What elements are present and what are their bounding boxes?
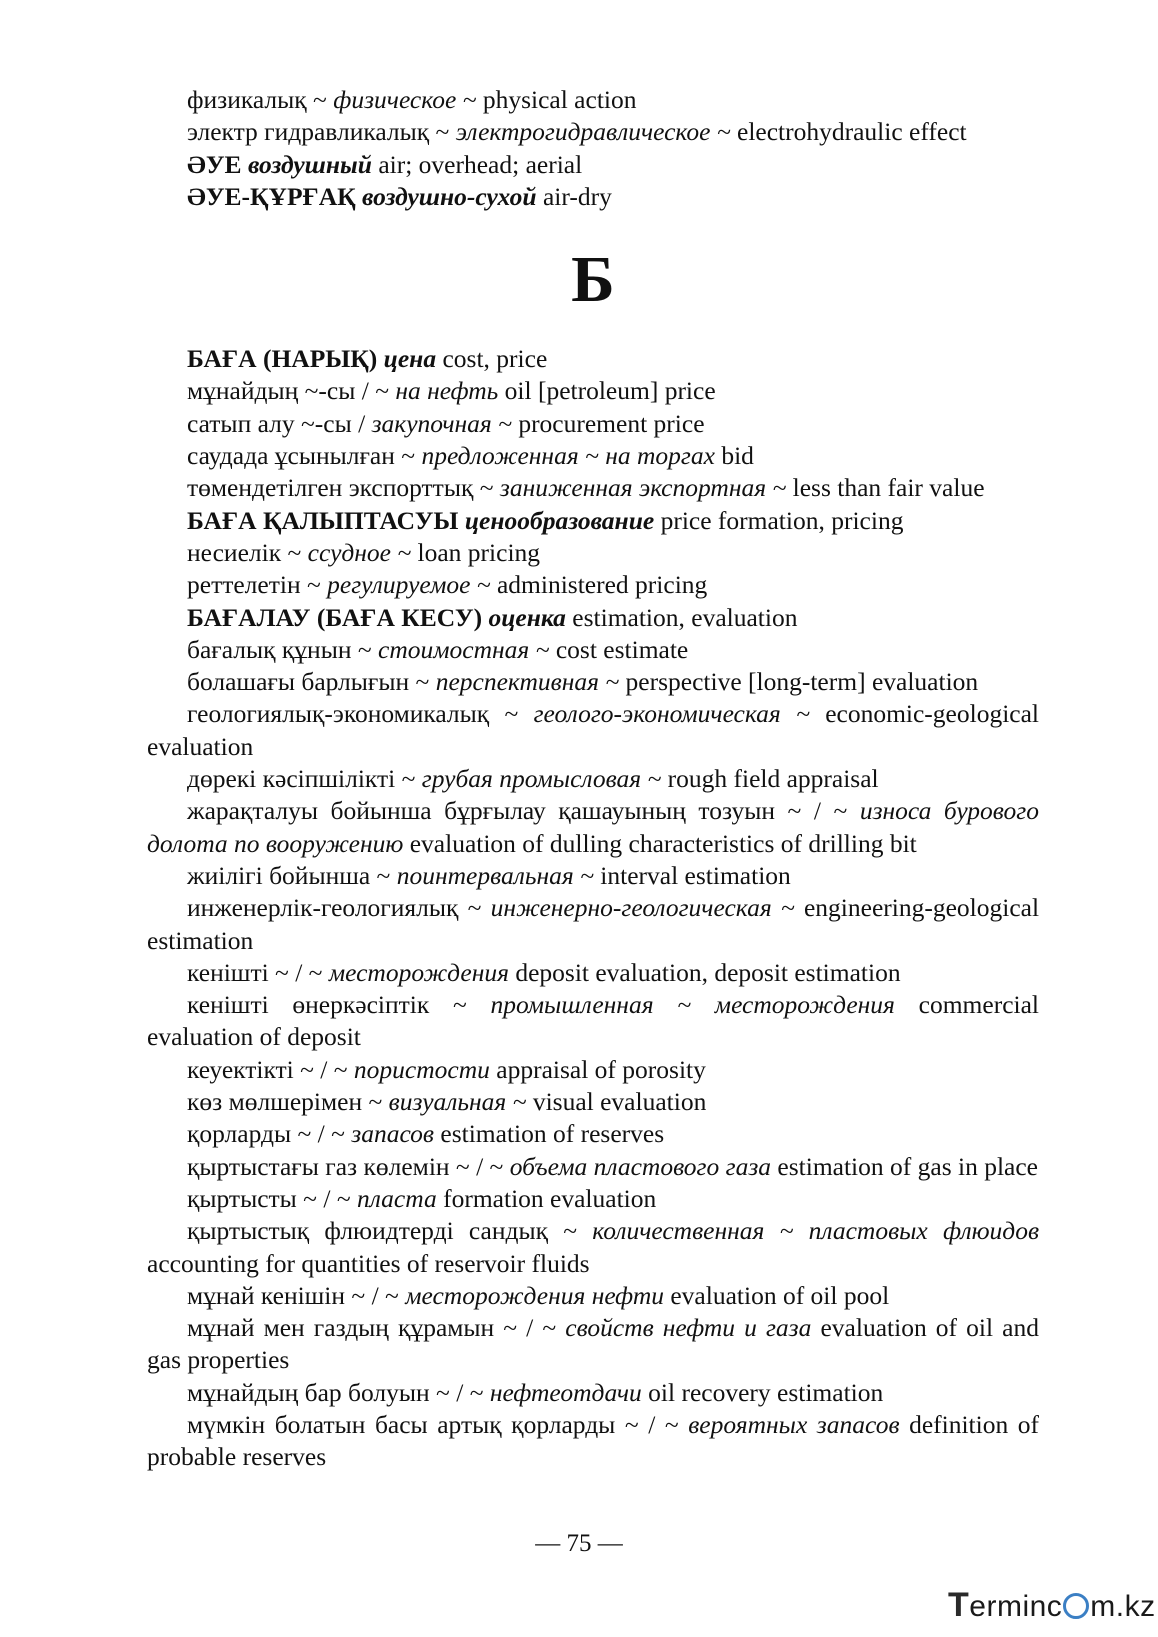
en-term: oil [petroleum] price <box>504 376 716 406</box>
ru-term: инженерно-геологическая ~ <box>490 893 795 923</box>
kz-term: дөрекі кәсіпшілікті ~ <box>187 764 416 794</box>
ru-term: пласта <box>356 1183 437 1213</box>
en-term: definition of probable reserves <box>147 1409 1040 1472</box>
entry-sub <box>147 440 1039 472</box>
en-term: engineering-geological estimation <box>147 893 1040 955</box>
en-term: visual evaluation <box>532 1087 707 1117</box>
entry-sub <box>147 989 1039 1054</box>
entry-sub <box>147 1183 1039 1215</box>
ru-term: ссудное ~ <box>307 537 412 567</box>
ru-term: регулируемое ~ <box>327 570 491 600</box>
en-term: less than fair value <box>792 473 985 503</box>
entry-sub <box>147 1409 1039 1474</box>
en-term: estimation of gas in place <box>777 1151 1038 1181</box>
en-term: physical action <box>482 85 637 114</box>
entry-sub <box>147 634 1039 666</box>
entry-sub <box>147 860 1039 892</box>
en-term: evaluation of oil pool <box>670 1280 890 1310</box>
en-term: air-dry <box>542 181 612 211</box>
dictionary-text <box>147 84 1039 1474</box>
ru-term: месторождения <box>328 957 509 987</box>
en-term: cost estimate <box>555 634 689 664</box>
en-term: interval estimation <box>600 860 791 890</box>
ru-term: месторождения нефти <box>405 1280 664 1310</box>
kz-term: несиелік ~ <box>187 537 302 567</box>
entry-sub <box>147 666 1039 698</box>
entry-sub <box>147 1054 1039 1086</box>
kz-term: қыртысты ~ / ~ <box>187 1183 351 1213</box>
en-term: evaluation of oil and gas properties <box>147 1313 1039 1375</box>
en-term: bid <box>721 441 754 471</box>
en-term: procurement price <box>518 408 705 438</box>
ru-term: закупочная ~ <box>371 408 512 438</box>
kz-term: төмендетілген экспорттық ~ <box>187 473 494 503</box>
kz-term: болашағы барлығын ~ <box>187 667 430 697</box>
entry-sub <box>147 957 1039 989</box>
ru-term: геолого-экономическая ~ <box>533 699 810 729</box>
kz-term: мұнай кенішін ~ / ~ <box>187 1280 399 1310</box>
section-letter-heading: Б <box>571 243 615 317</box>
ru-term: нефтеотдачи <box>489 1377 642 1407</box>
ru-term: визуальная ~ <box>388 1087 527 1117</box>
logo-letter-t: T <box>948 1586 970 1624</box>
kz-term: мұнай мен газдың құрамын ~ / ~ <box>187 1313 557 1343</box>
ru-term: свойств нефти и газа <box>565 1313 812 1343</box>
en-term: deposit evaluation, deposit estimation <box>515 957 901 987</box>
kz-term: сатып алу ~-сы / <box>187 408 366 438</box>
kz-term: кеніштi ~ / ~ <box>187 957 323 987</box>
en-term: estimation, evaluation <box>572 602 798 632</box>
kz-term: мұнайдың бар болуын ~ / ~ <box>187 1377 484 1407</box>
ru-term: поинтервальная ~ <box>396 860 594 890</box>
ru-term: заниженная экспортная ~ <box>499 473 787 503</box>
entry-sub <box>147 1151 1039 1183</box>
entry-sub <box>147 698 1039 763</box>
kz-term: мүмкін болатын басы артық қорларды ~ / ~ <box>187 1409 679 1439</box>
entry-head <box>147 343 1039 375</box>
ru-headword: оценка <box>488 602 566 632</box>
entry-sub <box>147 472 1039 504</box>
entry-sub <box>147 1312 1039 1377</box>
kz-term: қыртыстағы газ көлемін ~ / ~ <box>187 1151 504 1181</box>
ru-term: перспективная ~ <box>435 667 620 697</box>
ru-headword: воздушный <box>247 149 372 179</box>
en-term: appraisal of porosity <box>496 1054 706 1084</box>
en-term: administered pricing <box>496 570 708 600</box>
en-term: loan pricing <box>417 537 541 567</box>
kz-term: жиілігі бойынша ~ <box>187 860 391 890</box>
ru-term: износа бурового долота по вооружению <box>147 796 1039 858</box>
en-term: electrohydraulic effect <box>737 117 967 147</box>
kz-term: көз мөлшерімен ~ <box>187 1087 383 1117</box>
en-term: estimation of reserves <box>440 1119 665 1149</box>
ru-term: на нефть <box>395 376 499 406</box>
ru-term: грубая промысловая ~ <box>421 764 662 794</box>
entry-head <box>147 181 1039 213</box>
en-term: commercial evaluation of deposit <box>147 990 1040 1052</box>
page-number: — 75 — <box>535 1530 623 1557</box>
ru-headword: цена <box>383 344 437 374</box>
entry-sub <box>147 892 1039 957</box>
en-term: air; overhead; aerial <box>378 149 583 179</box>
en-term: price formation, pricing <box>660 505 904 535</box>
en-term: oil recovery estimation <box>648 1377 884 1407</box>
ru-term: электрогидравлическое ~ <box>455 117 731 147</box>
kz-term: инженерлік-геологиялық ~ <box>187 893 482 923</box>
logo-text-c: c <box>1046 1590 1063 1623</box>
watermark-logo <box>948 1586 1158 1630</box>
kz-term: жарақталуы бойынша бұрғылау қашауының тозуын ~ / ~ <box>187 796 848 826</box>
en-term: rough field appraisal <box>667 764 879 794</box>
en-term: accounting for quantities of reservoir fluids <box>147 1248 590 1278</box>
kz-headword: БАҒА ҚАЛЫПТАСУЫ <box>187 505 459 535</box>
en-term: cost, price <box>442 344 548 374</box>
en-term: evaluation of dulling characteristics of drilling bit <box>409 828 917 858</box>
kz-term: реттелетін ~ <box>187 570 321 600</box>
ru-term: физическое ~ <box>333 85 477 114</box>
ru-headword: воздушно-сухой <box>362 181 537 211</box>
logo-ring-icon <box>1063 1593 1089 1619</box>
kz-term: электр гидравликалық ~ <box>187 117 450 147</box>
entry-sub <box>147 1280 1039 1312</box>
kz-headword: ӘУЕ <box>187 149 242 179</box>
kz-term: бағалық құнын ~ <box>187 634 372 664</box>
kz-headword: БАҒА (НАРЫҚ) <box>187 344 378 374</box>
en-term: economic-geological evaluation <box>147 699 1040 761</box>
ru-term: пористости <box>353 1054 490 1084</box>
entry-sub <box>147 763 1039 795</box>
kz-term: мұнайдың ~-сы / ~ <box>187 376 389 406</box>
en-term: formation evaluation <box>443 1183 657 1213</box>
ru-term: количественная ~ пластовых флюидов <box>592 1216 1040 1246</box>
entry-sub <box>147 1118 1039 1150</box>
kz-term: саудада ұсынылған ~ <box>187 441 416 471</box>
ru-term: предложенная ~ на торгах <box>421 441 715 471</box>
entry-head <box>147 505 1039 537</box>
ru-term: промышленная ~ месторождения <box>490 990 895 1020</box>
logo-text-ermin: ermin <box>969 1590 1047 1623</box>
entry-sub <box>147 1086 1039 1118</box>
ru-headword: ценообразование <box>464 505 655 535</box>
entry-sub <box>147 1377 1039 1409</box>
kz-headword: БАҒАЛАУ (БАҒА КЕСУ) <box>187 602 483 632</box>
kz-term: кеуектікті ~ / ~ <box>187 1054 348 1084</box>
en-term: perspective [long-term] evaluation <box>625 667 979 697</box>
kz-term: қорларды ~ / ~ <box>187 1119 345 1149</box>
entry-head <box>147 149 1039 181</box>
ru-term: запасов <box>351 1119 434 1149</box>
kz-term: кеніштi өнеркәсіптік ~ <box>187 990 467 1020</box>
entry-sub <box>147 408 1039 440</box>
entry-sub <box>147 569 1039 601</box>
kz-term: геологиялық-экономикалық ~ <box>187 699 519 729</box>
kz-term: қыртыстық флюидтерді сандық ~ <box>187 1216 578 1246</box>
ru-term: стоимостная ~ <box>378 634 550 664</box>
entry-sub <box>147 84 1039 116</box>
entry-sub <box>147 375 1039 407</box>
logo-text-m: m.kz <box>1090 1590 1156 1623</box>
entry-sub <box>147 537 1039 569</box>
entry-sub <box>147 795 1039 860</box>
entry-sub <box>147 1215 1039 1280</box>
kz-headword: ӘУЕ-ҚҰРҒАҚ <box>187 181 356 211</box>
kz-term: физикалық ~ <box>187 85 327 114</box>
entry-head <box>147 602 1039 634</box>
ru-term: вероятных запасов <box>688 1409 900 1439</box>
entry-sub <box>147 116 1039 148</box>
ru-term: объема пластового газа <box>509 1151 772 1181</box>
